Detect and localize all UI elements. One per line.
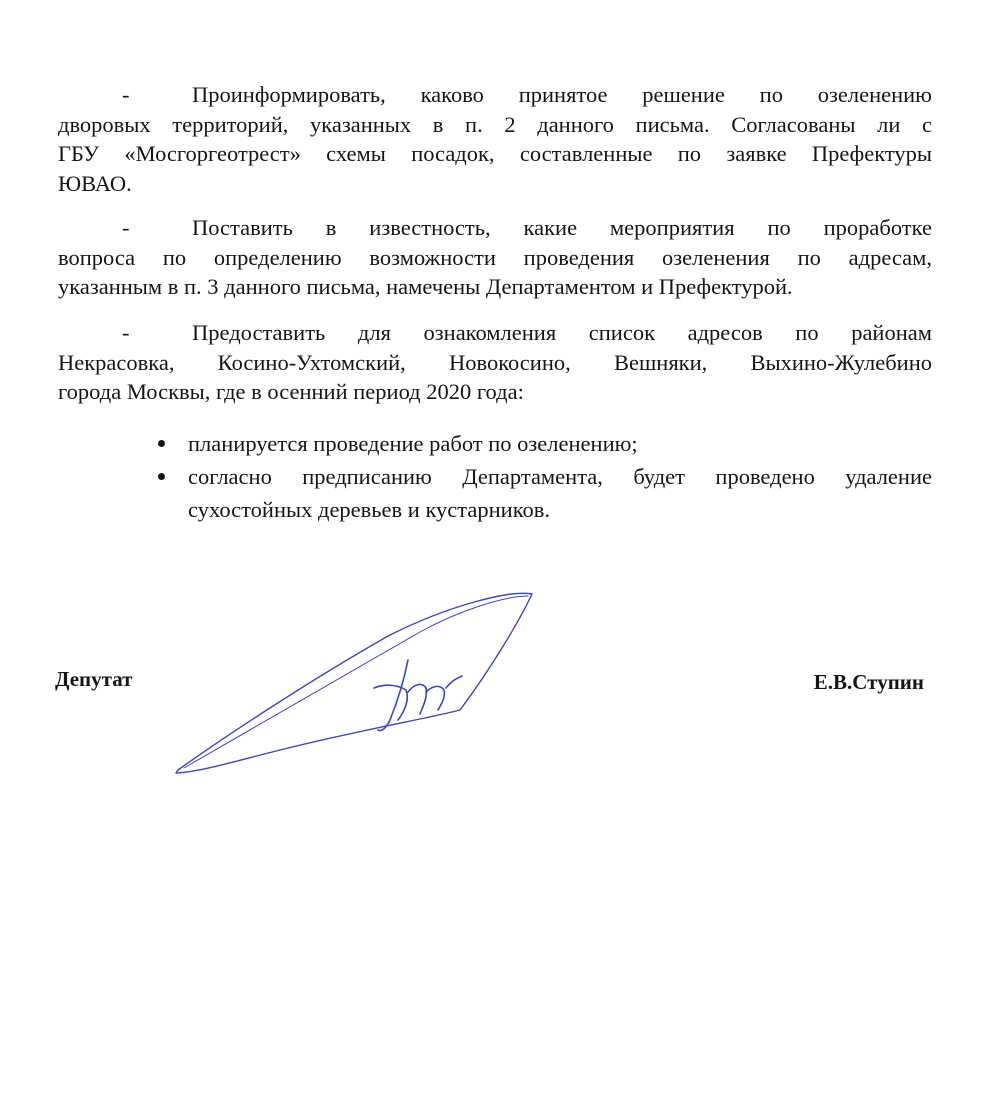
signer-title: Депутат (55, 667, 133, 691)
bullet-line: планируется проведение работ по озеленению; (188, 431, 638, 456)
paragraph-line: дворовых территорий, указанных в п. 2 данного письма. Согласованы ли с (58, 111, 932, 137)
signer-name: Е.В.Ступин (813, 670, 924, 694)
list-item (158, 460, 932, 526)
list-dash: - (122, 215, 130, 240)
bullet-line: согласно предписанию Департамента, будет проведено удаление (188, 464, 932, 489)
paragraph-line: Поставить в известность, какие мероприятия по проработке (192, 215, 932, 240)
bullet-icon (158, 473, 165, 480)
bullet-icon (158, 440, 165, 447)
paragraph-line: ГБУ «Мосгоргеотрест» схемы посадок, составленные по заявке Префектуры (58, 141, 932, 166)
paragraph-line: Некрасовка, Косино-Ухтомский, Новокосино, Вешняки, Выхино-Жулебино (58, 349, 932, 375)
paragraph-provide-addresses (58, 318, 932, 407)
paragraph-line: Проинформировать, каково принятое решение по озеленению (192, 82, 932, 107)
list-dash: - (122, 320, 130, 345)
bullet-line: сухостойных деревьев и кустарников. (188, 497, 551, 522)
handwritten-signature (160, 580, 550, 790)
paragraph-notify-measures (58, 213, 932, 302)
paragraph-line: указанным в п. 3 данного письма, намечены Департаментом и Префектурой. (58, 274, 793, 299)
list-dash: - (122, 82, 130, 107)
paragraph-line: ЮВАО. (58, 170, 132, 196)
paragraph-inform-decision (58, 80, 932, 198)
list-item (158, 427, 932, 460)
paragraph-line: вопроса по определению возможности проведения озеленения по адресам, (58, 244, 932, 270)
bullet-list (158, 427, 932, 526)
paragraph-line: города Москвы, где в осенний период 2020 года: (58, 379, 524, 404)
paragraph-line: Предоставить для ознакомления список адресов по районам (192, 320, 932, 345)
